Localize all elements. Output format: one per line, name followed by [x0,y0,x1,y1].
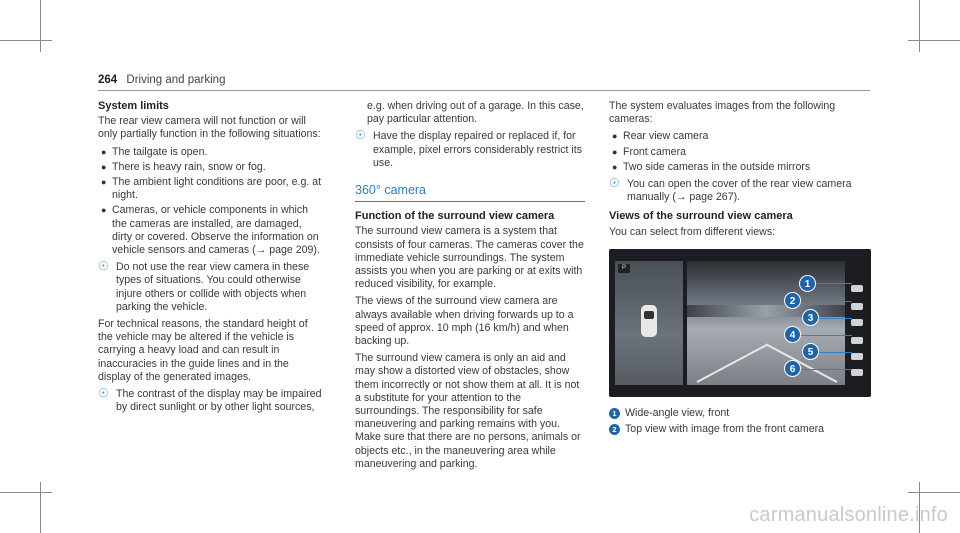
callout-line [817,352,852,353]
section-title: Driving and parking [126,74,226,86]
legend-item: 1 Wide-angle view, front [609,407,871,420]
note: ☉ You can open the cover of the rear view camera manually (→ page 267). [609,176,852,204]
callout-2: 2 [784,292,801,309]
list-item: ● The ambient light conditions are poor, e.g. at night. [101,176,322,202]
intro-paragraph: The rear view camera will not function or will only partially function in the following situations: [98,115,321,141]
top-view-panel [615,261,683,385]
view-icon [851,319,863,326]
callout-line [817,318,852,319]
view-icon [851,285,863,292]
list-item: ● Front camera [612,145,686,158]
horizon [687,305,845,317]
camera-view-panel [687,261,845,385]
page-number: 264 [98,74,118,86]
list-item: ● There is heavy rain, snow or fog. [101,160,266,173]
list-item: ● Two side cameras in the outside mirrors [612,160,811,173]
paragraph: The surround view camera is a system that consists of four cameras. The cameras cover the immediate vehicle surroundings. The system assists you when you are parking or at exits with reduced visibility, for example. [355,225,584,291]
subsection-heading: Views of the surround view camera [609,210,793,223]
callout-line [814,283,852,284]
callout-line [799,369,852,370]
callout-line [799,335,852,336]
crop-mark [0,492,52,493]
info-icon: ☉ [355,128,366,143]
paragraph: The views of the surround view camera are always available when driving forwards up to a speed of approx. 10 mph (16 km/h) and when backing up. [355,295,574,348]
paragraph: The surround view camera is only an aid and may show a distorted view of obstacles, show them incorrectly or not show them at all. It is not a substitute for your attention to the surroundings. The responsibility for safe maneuvering and parking remains with you. Make sure that there are no persons, animals or objects etc., in the maneuvering area while maneuvering and parking. [355,352,581,470]
bullet-icon: ● [612,131,618,142]
view-icon [851,303,863,310]
info-icon: ☉ [98,259,109,274]
bullet-icon: ● [101,205,107,216]
legend-item: 2 Top view with image from the front camera [609,423,871,436]
view-icon [851,369,863,376]
callout-line [799,301,852,302]
legend-number: 2 [609,424,620,435]
crop-mark [908,40,960,41]
bullet-icon: ● [101,161,107,172]
column-3 [609,100,871,439]
column-2 [355,100,585,475]
callout-5: 5 [802,343,819,360]
limits-list [98,146,324,258]
info-icon: ☉ [609,176,620,191]
note: ☉ The contrast of the display may be impaired by direct sunlight or by other light sources, [98,386,322,414]
cameras-list [609,130,871,174]
bullet-icon: ● [101,146,107,157]
callout-4: 4 [784,326,801,343]
paragraph: The system evaluates images from the following cameras: [609,100,836,126]
list-item: ● Rear view camera [612,130,709,143]
page-header [98,74,225,86]
callout-3: 3 [802,309,819,326]
subsection-heading: Function of the surround view camera [355,210,555,223]
view-icon [851,337,863,344]
crop-mark [0,40,52,41]
header-divider [98,90,870,91]
note: ☉ Have the display repaired or replaced if, for example, pixel errors considerably restrict its use. [355,128,583,169]
callout-6: 6 [784,360,801,377]
legend [609,407,871,436]
paragraph: You can select from different views: [609,225,776,238]
bullet-icon: ● [612,146,618,157]
view-icon [851,353,863,360]
bullet-icon: ● [612,161,618,172]
column-1 [98,100,324,418]
bullet-icon: ● [101,177,107,188]
crop-mark [40,0,41,52]
list-item: ● Cameras, or vehicle components in which the cameras are installed, are damaged, dirty or covered. Observe the information on vehicle sensors and cameras (→ page 209). [101,204,320,257]
watermark: carmanualsonline.info [749,504,948,526]
info-icon: ☉ [98,386,109,401]
section-heading-360-camera: 360° camera [355,184,585,202]
note: ☉ Do not use the rear view camera in these types of situations. You could otherwise injure others or collide with objects when parking the vehicle. [98,259,310,313]
crop-mark [908,492,960,493]
system-limits-heading: System limits [98,100,169,112]
list-item: ● The tailgate is open. [101,145,208,158]
guide-line [697,343,769,382]
parking-badge: P [618,264,630,273]
car-top-view-icon [641,305,657,337]
legend-number: 1 [609,408,620,419]
crop-mark [40,482,41,533]
crop-mark [919,0,920,52]
callout-1: 1 [799,275,816,292]
paragraph: e.g. when driving out of a garage. In this case, pay particular attention. [367,100,584,126]
camera-display-illustration [609,249,871,397]
paragraph: For technical reasons, the standard height of the vehicle may be altered if the vehicle is carrying a heavy load and can result in inaccuracies in the guide lines and in the display of the generated images. [98,318,308,383]
